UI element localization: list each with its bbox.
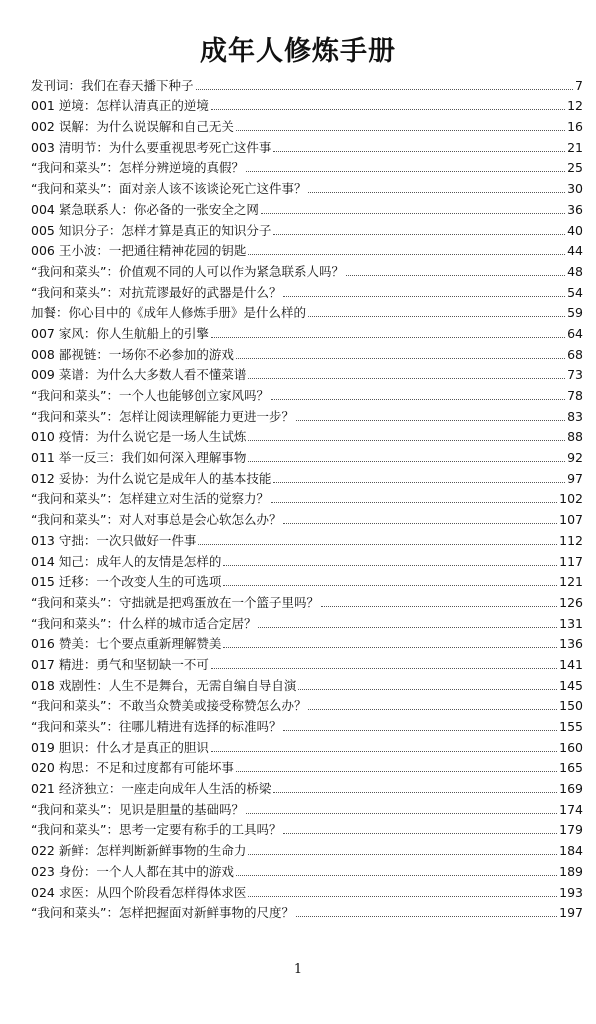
toc-entry-title: “我问和菜头”：思考一定要有称手的工具吗？ [31, 822, 282, 838]
toc-entry-title: 011 举一反三：我们如何深入理解事物 [31, 450, 247, 466]
toc-entry-title: 020 构思：不足和过度都有可能坏事 [31, 760, 234, 776]
toc-entry-page: 193 [559, 884, 583, 900]
toc-entry[interactable] [31, 383, 583, 404]
toc-entry-title: 016 赞美：七个要点重新理解赞美 [31, 636, 222, 652]
dot-leader [211, 751, 557, 752]
toc-entry-title: “我问和菜头”：怎样分辨逆境的真假？ [31, 160, 244, 176]
dot-leader [223, 585, 557, 586]
toc-entry-page: 7 [575, 77, 583, 93]
toc-entry[interactable] [31, 756, 583, 777]
dot-leader [273, 482, 565, 483]
dot-leader [211, 337, 565, 338]
dot-leader [248, 254, 565, 255]
dot-leader [273, 234, 565, 235]
toc-entry-page: 30 [567, 181, 583, 197]
toc-entry[interactable] [31, 73, 583, 94]
table-of-contents [31, 73, 583, 921]
toc-entry[interactable] [31, 466, 583, 487]
toc-entry-page: 117 [559, 553, 583, 569]
toc-entry-title: 发刊词：我们在春天播下种子 [31, 77, 194, 93]
toc-entry-title: 006 王小波：一把通往精神花园的钥匙 [31, 243, 247, 259]
toc-entry[interactable] [31, 321, 583, 342]
dot-leader [308, 709, 557, 710]
toc-entry-title: “我问和菜头”：往哪儿精进有选择的标准吗？ [31, 719, 282, 734]
toc-entry-page: 92 [567, 450, 583, 466]
dot-leader [321, 606, 557, 607]
toc-entry[interactable] [31, 156, 583, 177]
toc-entry-title: 001 逆境：怎样认清真正的逆境 [31, 98, 209, 114]
toc-entry-title: “我问和菜头”：怎样建立对生活的觉察力？ [31, 491, 269, 507]
toc-entry-title: 019 胆识：什么才是真正的胆识 [31, 739, 209, 755]
toc-entry-page: 189 [559, 863, 583, 879]
toc-entry-title: 023 身份：一个人人都在其中的游戏 [31, 863, 234, 879]
dot-leader [273, 151, 565, 152]
toc-entry-page: 40 [567, 222, 583, 238]
toc-entry-page: 97 [567, 470, 583, 486]
toc-entry-title: “我问和菜头”：对抗荒谬最好的武器是什么？ [31, 284, 282, 300]
toc-entry-page: 36 [567, 201, 583, 217]
toc-entry[interactable] [31, 363, 583, 384]
toc-entry-page: 21 [567, 139, 583, 155]
toc-entry[interactable] [31, 694, 583, 715]
dot-leader [196, 89, 574, 90]
toc-entry-title: “我问和菜头”：守拙就是把鸡蛋放在一个篮子里吗？ [31, 594, 319, 610]
toc-entry-page: 160 [559, 739, 583, 755]
toc-entry-page: 174 [559, 801, 583, 817]
toc-entry-page: 169 [559, 781, 583, 797]
toc-entry-page: 16 [567, 119, 583, 135]
toc-entry[interactable] [31, 404, 583, 425]
toc-entry-title: 004 紧急联系人：你必备的一张安全之网 [31, 201, 259, 217]
toc-entry-page: 197 [559, 905, 583, 921]
toc-entry-title: “我问和菜头”：一个人也能够创立家风吗？ [31, 388, 269, 403]
dot-leader [261, 213, 565, 214]
toc-entry[interactable] [31, 507, 583, 528]
toc-entry-title: 014 知己：成年人的友情是怎样的 [31, 553, 222, 569]
toc-entry-title: 015 迁移：一个改变人生的可选项 [31, 574, 222, 590]
toc-entry[interactable] [31, 859, 583, 880]
dot-leader [236, 358, 565, 359]
dot-leader [283, 833, 557, 834]
dot-leader [246, 171, 565, 172]
dot-leader [248, 896, 557, 897]
toc-entry-page: 184 [559, 843, 583, 859]
toc-entry[interactable] [31, 528, 583, 549]
toc-entry-page: 145 [559, 677, 583, 693]
toc-entry-page: 54 [567, 284, 583, 300]
dot-leader [211, 668, 557, 669]
toc-entry[interactable] [31, 673, 583, 694]
toc-entry-title: “我问和菜头”：对人对事总是会心软怎么办？ [31, 512, 282, 528]
toc-entry-page: 83 [567, 408, 583, 424]
dot-leader [236, 771, 557, 772]
toc-entry-page: 44 [567, 243, 583, 259]
toc-entry[interactable] [31, 218, 583, 239]
toc-entry[interactable] [31, 239, 583, 260]
toc-entry[interactable] [31, 776, 583, 797]
toc-entry-title: 加餐：你心目中的《成年人修炼手册》是什么样的 [31, 305, 307, 321]
toc-entry-page: 25 [567, 160, 583, 176]
toc-entry-title: “我问和菜头”：不敢当众赞美或接受称赞怎么办？ [31, 698, 307, 714]
toc-entry-page: 150 [559, 698, 583, 714]
dot-leader [248, 378, 565, 379]
toc-entry[interactable] [31, 632, 583, 653]
toc-entry-page: 68 [567, 346, 583, 362]
toc-entry-title: 021 经济独立：一座走向成年人生活的桥梁 [31, 781, 272, 797]
toc-entry-page: 102 [559, 491, 583, 507]
toc-entry[interactable] [31, 342, 583, 363]
dot-leader [248, 440, 565, 441]
toc-entry-title: “我问和菜头”：怎样让阅读理解能力更进一步？ [31, 408, 294, 424]
toc-entry[interactable] [31, 280, 583, 301]
toc-entry-page: 64 [567, 325, 583, 341]
dot-leader [308, 316, 565, 317]
toc-entry[interactable] [31, 797, 583, 818]
toc-entry-title: “我问和菜头”：什么样的城市适合定居？ [31, 615, 257, 631]
toc-entry-page: 126 [559, 594, 583, 610]
dot-leader [223, 565, 557, 566]
toc-entry[interactable] [31, 611, 583, 632]
toc-entry[interactable] [31, 94, 583, 115]
toc-entry[interactable] [31, 590, 583, 611]
dot-leader [246, 813, 557, 814]
toc-entry-title: 018 戏剧性：人生不是舞台，无需自编自导自演 [31, 677, 297, 693]
toc-entry[interactable] [31, 425, 583, 446]
toc-entry-page: 88 [567, 429, 583, 445]
toc-entry-page: 155 [559, 719, 583, 734]
dot-leader [283, 730, 557, 731]
toc-entry-title: 024 求医：从四个阶段看怎样得体求医 [31, 884, 247, 900]
toc-entry-page: 73 [567, 367, 583, 383]
toc-entry-page: 141 [559, 656, 583, 672]
toc-entry-title: 013 守拙：一次只做好一件事 [31, 532, 197, 548]
dot-leader [283, 523, 557, 524]
toc-entry[interactable] [31, 880, 583, 901]
toc-entry[interactable] [31, 259, 583, 280]
toc-entry-page: 12 [567, 98, 583, 114]
page-number: 1 [293, 962, 303, 977]
toc-entry-title: 009 菜谱：为什么大多数人看不懂菜谱 [31, 367, 247, 383]
toc-entry-title: 008 鄙视链：一场你不必参加的游戏 [31, 346, 234, 362]
dot-leader [308, 192, 565, 193]
toc-entry-page: 78 [567, 388, 583, 403]
toc-entry-page: 121 [559, 574, 583, 590]
toc-entry-title: “我问和菜头”：见识是胆量的基础吗？ [31, 801, 244, 817]
toc-entry[interactable] [31, 114, 583, 135]
dot-leader [223, 647, 557, 648]
toc-entry[interactable] [31, 901, 583, 922]
dot-leader [198, 544, 557, 545]
toc-entry[interactable] [31, 714, 583, 735]
dot-leader [346, 275, 565, 276]
toc-entry[interactable] [31, 838, 583, 859]
toc-entry[interactable] [31, 487, 583, 508]
toc-entry[interactable] [31, 549, 583, 570]
toc-entry[interactable] [31, 301, 583, 322]
toc-entry-title: “我问和菜头”：价值观不同的人可以作为紧急联系人吗？ [31, 263, 344, 279]
dot-leader [248, 854, 557, 855]
dot-leader [298, 689, 557, 690]
dot-leader [258, 627, 557, 628]
toc-entry-page: 131 [559, 615, 583, 631]
dot-leader [211, 109, 565, 110]
dot-leader [271, 502, 557, 503]
toc-entry[interactable] [31, 176, 583, 197]
toc-entry-title: “我问和菜头”：面对亲人该不该谈论死亡这件事？ [31, 181, 307, 197]
toc-entry[interactable] [31, 735, 583, 756]
toc-entry[interactable] [31, 652, 583, 673]
dot-leader [271, 399, 565, 400]
toc-entry-title: 012 妥协：为什么说它是成年人的基本技能 [31, 470, 272, 486]
dot-leader [273, 792, 557, 793]
toc-entry-page: 136 [559, 636, 583, 652]
toc-entry[interactable] [31, 818, 583, 839]
toc-entry-page: 179 [559, 822, 583, 838]
toc-entry-title: 017 精进：勇气和坚韧缺一不可 [31, 656, 209, 672]
toc-entry[interactable] [31, 445, 583, 466]
dot-leader [296, 420, 565, 421]
dot-leader [248, 461, 565, 462]
toc-entry-page: 112 [559, 532, 583, 548]
toc-entry-title: 005 知识分子：怎样才算是真正的知识分子 [31, 222, 272, 238]
toc-entry[interactable] [31, 135, 583, 156]
toc-entry-page: 59 [567, 305, 583, 321]
toc-entry-title: 010 疫情：为什么说它是一场人生试炼 [31, 429, 247, 445]
dot-leader [283, 296, 565, 297]
toc-entry-page: 165 [559, 760, 583, 776]
toc-entry[interactable] [31, 197, 583, 218]
toc-entry-title: 022 新鲜：怎样判断新鲜事物的生命力 [31, 843, 247, 859]
page-title: 成年人修炼手册 [200, 36, 396, 68]
toc-entry-title: 007 家风：你人生航船上的引擎 [31, 325, 209, 341]
dot-leader [296, 916, 557, 917]
toc-entry[interactable] [31, 570, 583, 591]
toc-entry-title: 003 清明节：为什么要重视思考死亡这件事 [31, 139, 272, 155]
toc-entry-title: “我问和菜头”：怎样把握面对新鲜事物的尺度？ [31, 905, 294, 921]
dot-leader [236, 875, 557, 876]
dot-leader [236, 130, 565, 131]
toc-entry-page: 107 [559, 512, 583, 528]
toc-entry-page: 48 [567, 263, 583, 279]
toc-entry-title: 002 误解：为什么说误解和自己无关 [31, 119, 234, 135]
